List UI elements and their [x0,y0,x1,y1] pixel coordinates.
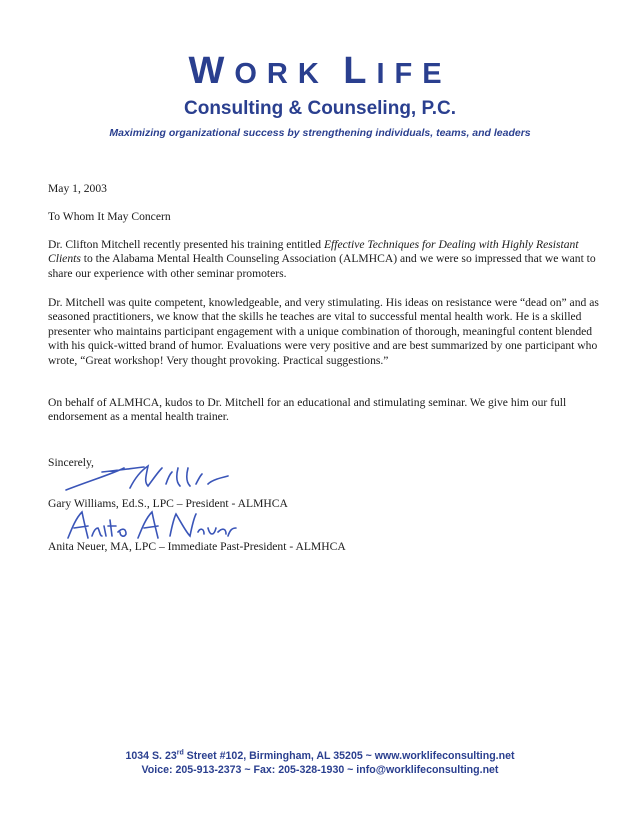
signature-gary-williams [62,462,232,496]
signature-anita-neuer [58,508,238,544]
address-text: Street #102, Birmingham, AL 35205 ~ www.worklifeconsulting.net [183,750,515,762]
logo-text: W [188,50,235,92]
logo-text: ORK [234,58,329,90]
address-superscript: rd [176,749,184,757]
paragraph-3: On behalf of ALMHCA, kudos to Dr. Mitchell for an educational and stimulating seminar. We give him our full endorsement as a mental health trainer. [48,396,567,424]
paragraph-1 [48,238,608,281]
company-name: Consulting & Counseling, P.C. [184,98,456,119]
letter-date: May 1, 2003 [48,182,107,195]
training-title: Effective Techniques for Dealing with Highly Resistant Clients [48,238,579,266]
salutation: To Whom It May Concern [48,210,171,223]
footer-contact: Voice: 205-913-2373 ~ Fax: 205-328-1930 ~ info@worklifeconsulting.net [141,764,499,776]
company-logo [0,52,640,90]
footer-address [0,750,640,762]
closing: Sincerely, [48,456,94,469]
logo-text: IFE [376,58,452,90]
signer-1: Gary Williams, Ed.S., LPC – President - ALMHCA [48,497,288,510]
company-tagline: Maximizing organizational success by strengthening individuals, teams, and leaders [109,127,531,139]
paragraph-text: to the Alabama Mental Health Counseling Association (ALMHCA) and we were so impressed that we want to share our experience with other seminar promoters. [48,252,596,280]
signer-2: Anita Neuer, MA, LPC – Immediate Past-President - ALMHCA [48,540,346,553]
address-text: 1034 S. 23 [125,750,177,762]
logo-text: L [343,50,377,92]
paragraph-text: Dr. Clifton Mitchell recently presented his training entitled [48,238,324,251]
paragraph-2: Dr. Mitchell was quite competent, knowledgeable, and very stimulating. His ideas on resistance were “dead on” and as seasoned practitioners, we know that the skills he teaches are vital to successful mental health work. He is a skilled presenter who maintains participant engagement with a unique combination of thorough, meaningful content blended with his quick-witted brand of humor. Evaluations were very positive and are best summarized by one participant who wrote, “Great workshop! Very thought provoking. Practical suggestions.” [48,296,599,367]
